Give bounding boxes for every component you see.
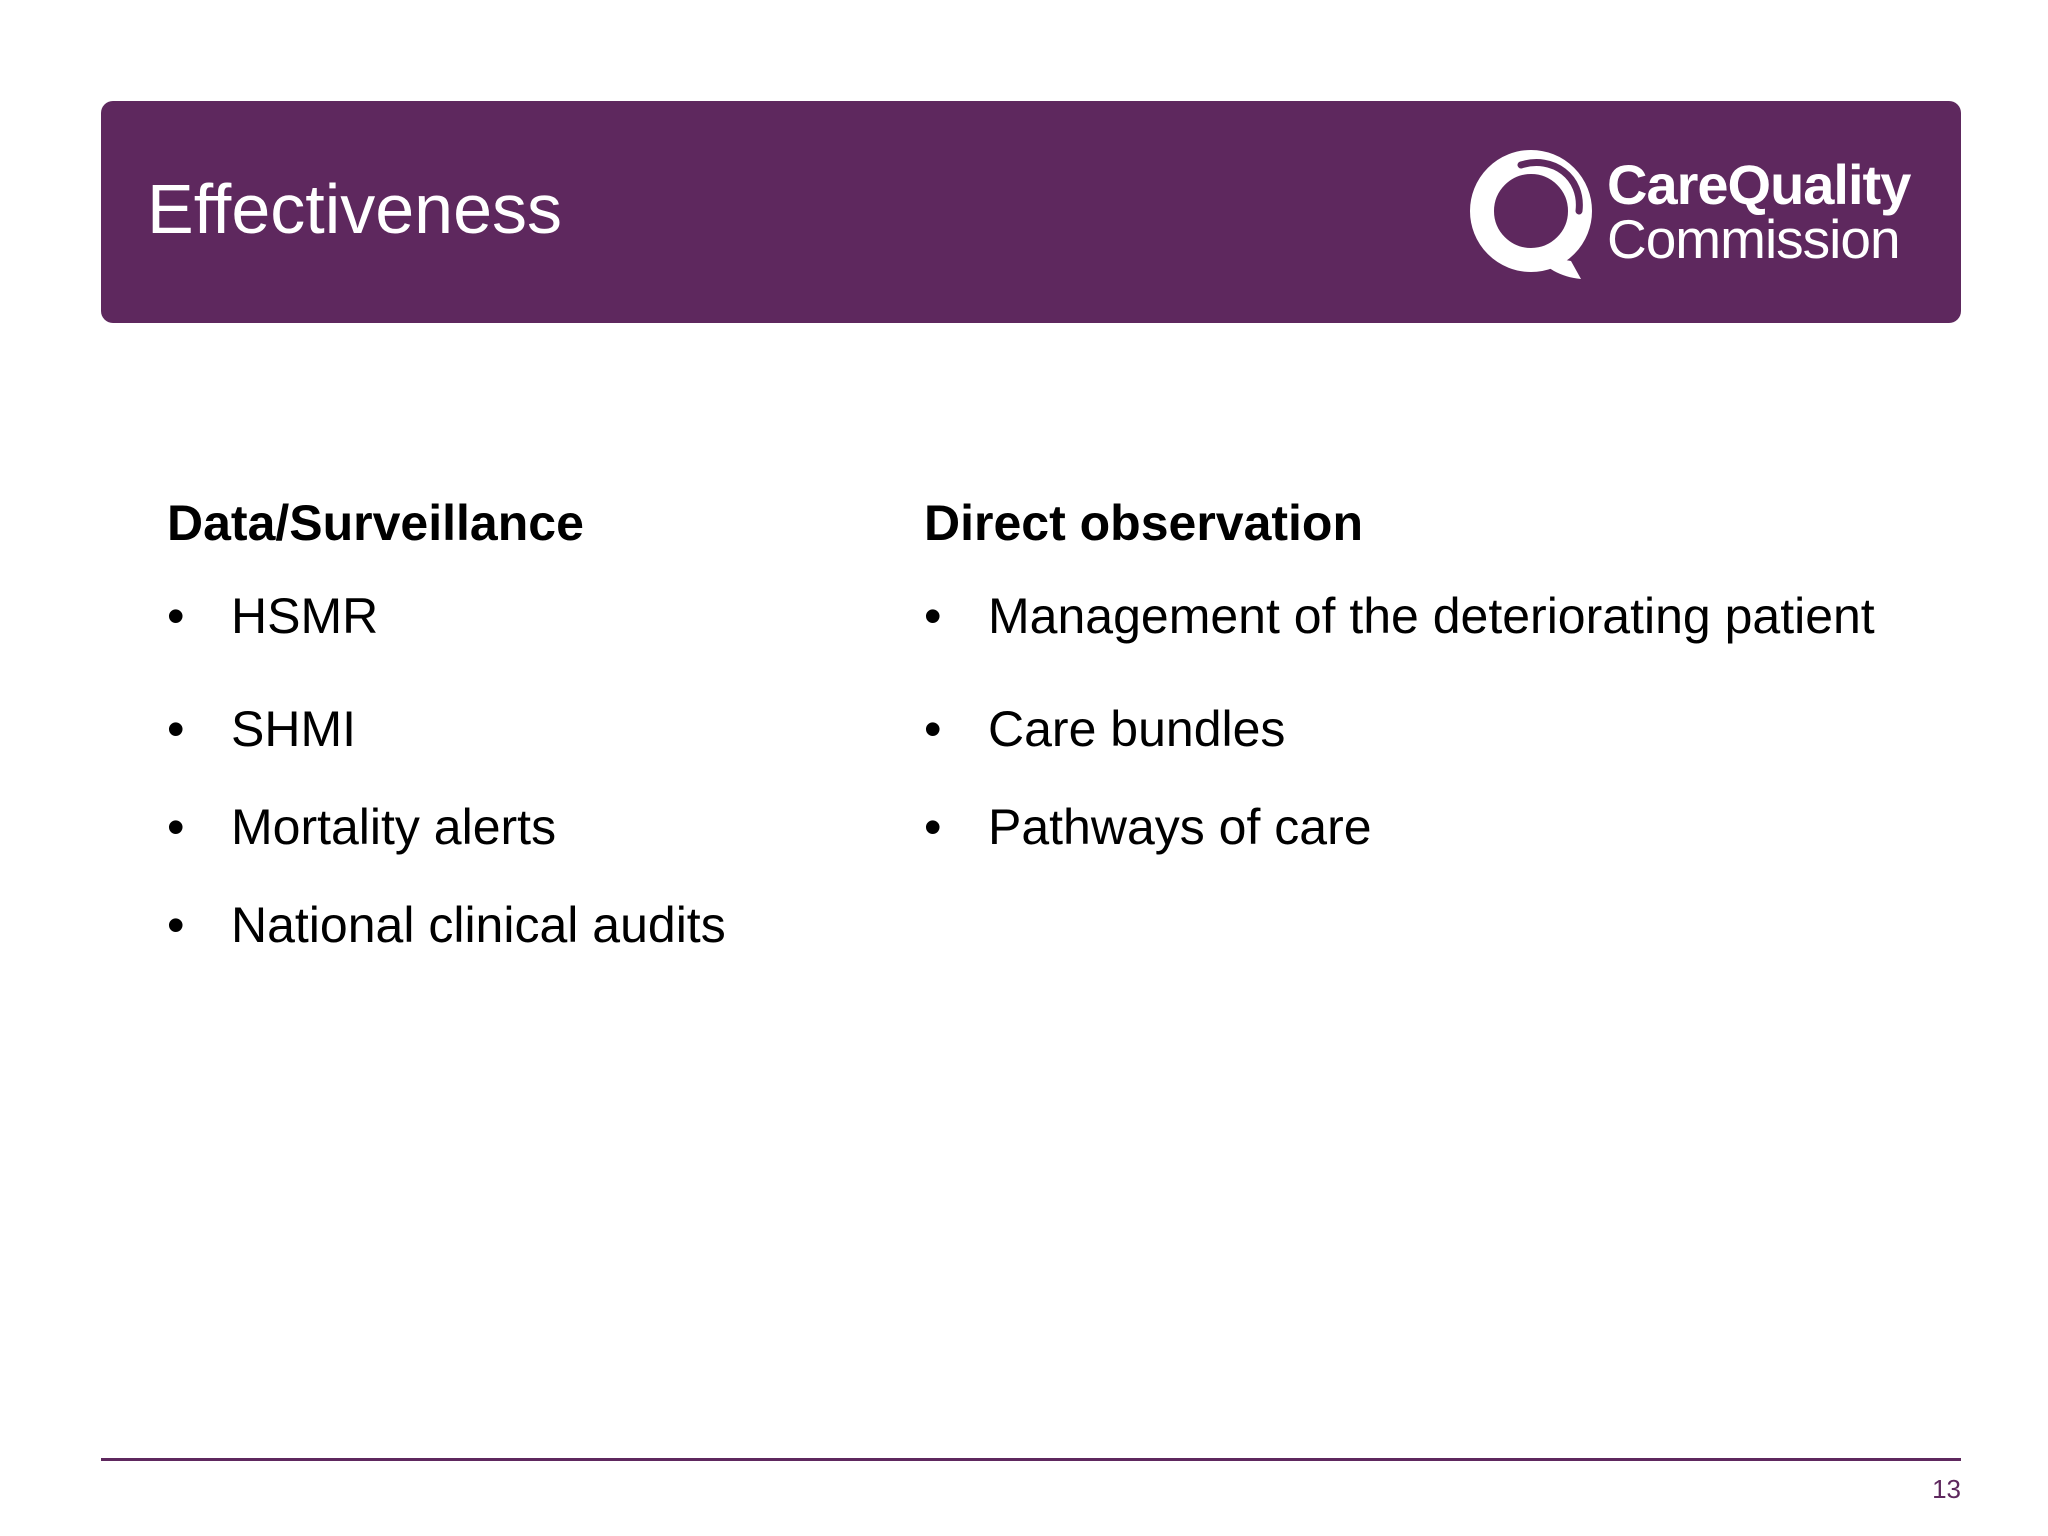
logo-wordmark	[1607, 153, 1911, 270]
column-heading: Data/Surveillance	[167, 495, 584, 551]
slide-title: Effectiveness	[147, 170, 563, 248]
bullet-icon: •	[167, 701, 185, 757]
bullet-icon: •	[924, 799, 942, 855]
list-item-text: SHMI	[231, 701, 356, 757]
logo-text-line2: Commission	[1607, 208, 1900, 270]
footer-divider	[101, 1458, 1961, 1461]
bullet-icon: •	[167, 588, 185, 644]
q-logo-icon	[1467, 145, 1607, 285]
list-item-text: Mortality alerts	[231, 799, 557, 855]
direct-observation-column	[924, 490, 1875, 855]
bullet-icon: •	[167, 799, 185, 855]
list-item-text: Pathways of care	[988, 799, 1372, 855]
care-quality-commission-logo	[1467, 145, 1927, 285]
logo-text-line1: CareQuality	[1607, 153, 1911, 216]
bullet-icon: •	[924, 588, 942, 644]
bullet-icon: •	[924, 701, 942, 757]
list-item-text: National clinical audits	[231, 897, 726, 953]
bullet-icon: •	[167, 897, 185, 953]
list-item-text: HSMR	[231, 588, 379, 644]
header-banner	[101, 101, 1961, 323]
column-heading: Direct observation	[924, 495, 1364, 551]
page-number: 13	[1932, 1474, 1961, 1504]
list-item-text: Care bundles	[988, 701, 1286, 757]
list-item-text: Management of the deteriorating patient	[988, 588, 1875, 644]
